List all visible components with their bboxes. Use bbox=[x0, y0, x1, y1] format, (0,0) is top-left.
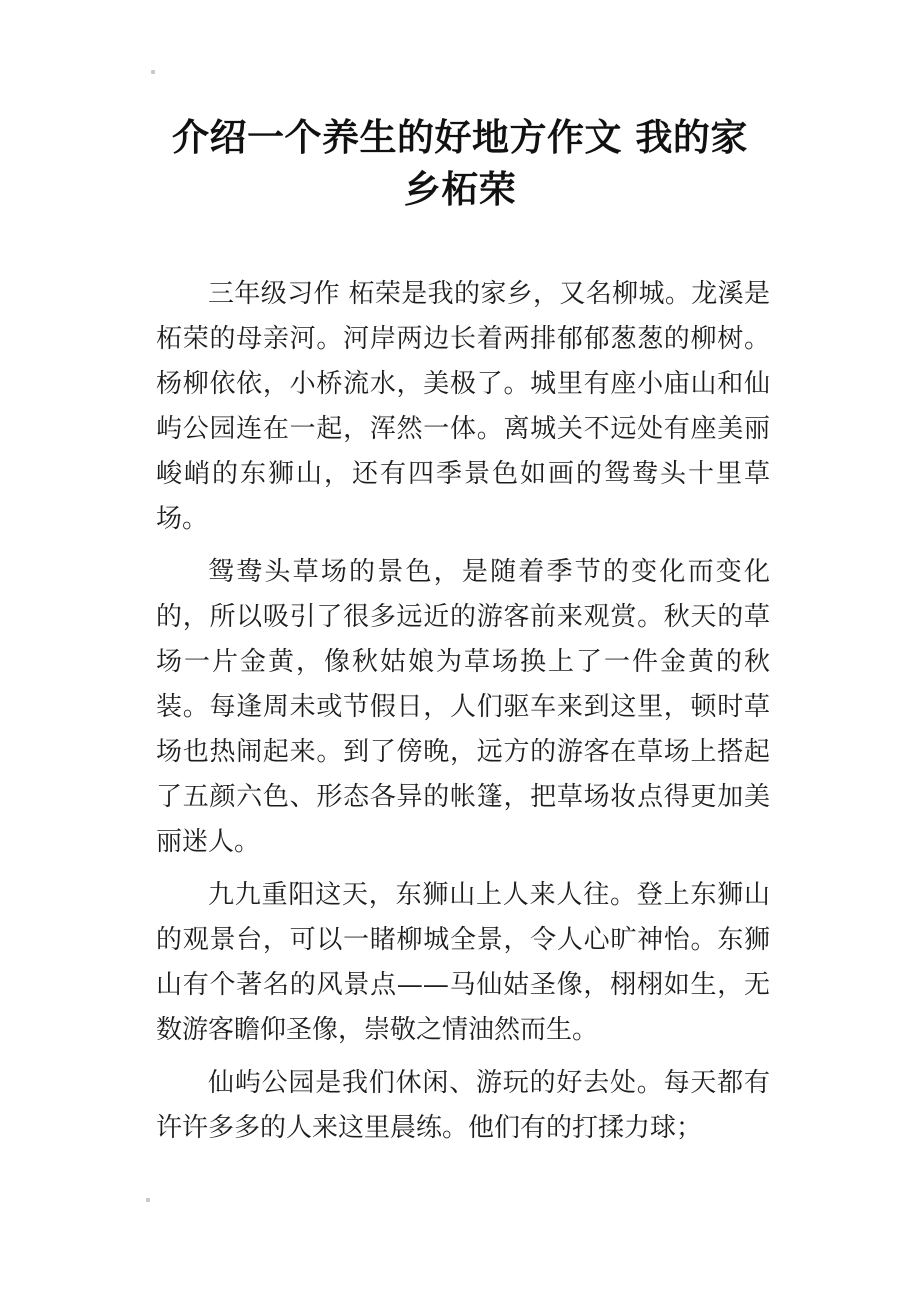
title-line-2: 乡柘荣 bbox=[403, 168, 517, 211]
scan-speck bbox=[146, 1198, 150, 1202]
document-title bbox=[150, 112, 770, 216]
document-body bbox=[156, 272, 770, 1151]
paragraph-3: 九九重阳这天，东狮山上人来人往。登上东狮山的观景台，可以一睹柳城全景，令人心旷神怡。东狮山有个著名的风景点——马仙姑圣像，栩栩如生，无数游客瞻仰圣像，崇敬之情油然而生。 bbox=[156, 880, 770, 1045]
paragraph-4: 仙屿公园是我们休闲、游玩的好去处。每天都有许许多多的人来这里晨练。他们有的打揉力球； bbox=[156, 1068, 770, 1143]
scan-speck bbox=[151, 70, 155, 74]
title-line-1: 介绍一个养生的好地方作文 我的家 bbox=[172, 116, 748, 159]
paragraph-2: 鸳鸯头草场的景色，是随着季节的变化而变化的，所以吸引了很多远近的游客前来观赏。秋天的草场一片金黄，像秋姑娘为草场换上了一件金黄的秋装。每逢周未或节假日，人们驱车来到这里，顿时草场也热闹起来。到了傍晚，远方的游客在草场上搭起了五颜六色、形态各异的帐篷，把草场妆点得更加美丽迷人。 bbox=[156, 557, 770, 857]
paragraph-1: 三年级习作 柘荣是我的家乡，又名柳城。龙溪是柘荣的母亲河。河岸两边长着两排郁郁葱葱的柳树。杨柳依依，小桥流水，美极了。城里有座小庙山和仙屿公园连在一起，浑然一体。离城关不远处有座美丽峻峭的东狮山，还有四季景色如画的鸳鸯头十里草场。 bbox=[156, 279, 770, 534]
